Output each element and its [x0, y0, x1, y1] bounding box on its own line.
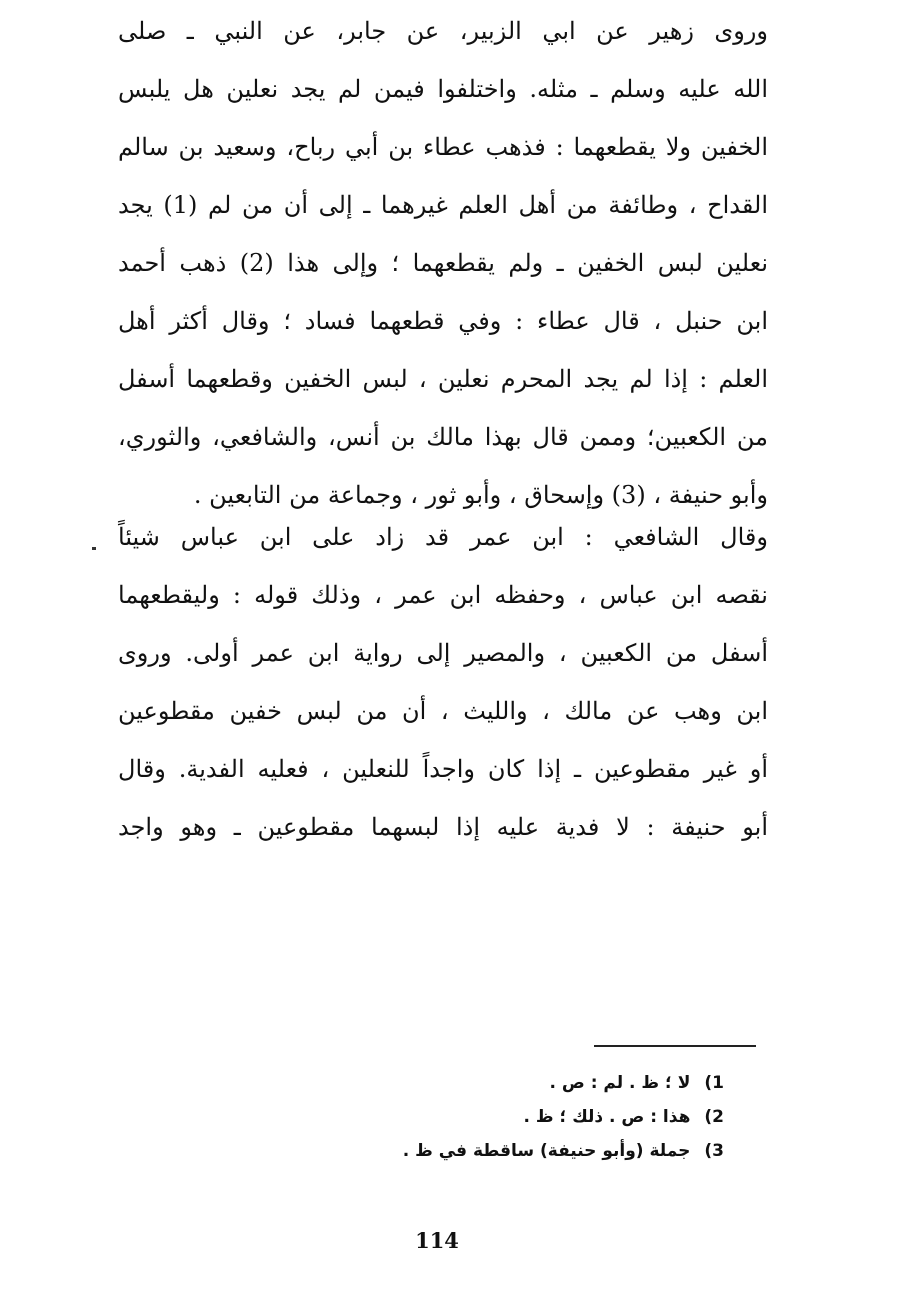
footnote-1: [403, 1066, 724, 1100]
footnote-text: هذا : ص . ذلك ؛ ظ .: [523, 1107, 691, 1127]
text-line: أو غير مقطوعين ـ إذا كان واجداً للنعلين ، فعليه الفدية. وقال: [118, 755, 768, 783]
text-line: أسفل من الكعبين ، والمصير إلى رواية ابن عمر أولى. وروى: [118, 639, 768, 667]
text-line: وأبو حنيفة ، (3) وإسحاق ، وأبو ثور ، وجماعة من التابعين .: [193, 481, 768, 509]
footnote-number: 2): [704, 1107, 724, 1127]
text-line: الله عليه وسلم ـ مثله. واختلفوا فيمن لم يجد نعلين هل يلبس: [118, 75, 768, 103]
footnote-divider: [594, 1045, 756, 1047]
footnotes: [403, 1066, 724, 1168]
footnote-text: لا ؛ ظ . لم : ص .: [549, 1073, 691, 1093]
text-line: الخفين ولا يقطعهما : فذهب عطاء بن أبي رباح، وسعيد بن سالم: [118, 133, 768, 161]
ink-mark: [92, 547, 96, 550]
footnote-number: 3): [704, 1141, 724, 1161]
text-line: ابن حنبل ، قال عطاء : وفي قطعهما فساد ؛ وقال أكثر أهل: [118, 307, 768, 335]
footnote-text: جملة (وأبو حنيفة) ساقطة في ظ .: [402, 1141, 691, 1161]
text-line: أبو حنيفة : لا فدية عليه إذا لبسهما مقطوعين ـ وهو واجد: [118, 813, 768, 841]
footnote-3: [403, 1134, 724, 1168]
text-line: وروى زهير عن ابي الزبير، عن جابر، عن النبي ـ صلى: [118, 17, 768, 45]
paragraph-1: [118, 2, 768, 524]
text-line: العلم : إذا لم يجد المحرم نعلين ، لبس الخفين وقطعهما أسفل: [118, 365, 768, 393]
text-line: وقال الشافعي : ابن عمر قد زاد على ابن عباس شيئاً: [118, 523, 768, 551]
text-line: القداح ، وطائفة من أهل العلم غيرهما ـ إلى أن من لم (1) يجد: [118, 191, 768, 219]
page-number: 114: [415, 1228, 459, 1253]
text-line: ابن وهب عن مالك ، والليث ، أن من لبس خفين مقطوعين: [118, 697, 768, 725]
footnote-2: [403, 1100, 724, 1134]
footnote-number: 1): [704, 1073, 724, 1093]
text-line: نعلين لبس الخفين ـ ولم يقطعهما ؛ وإلى هذا (2) ذهب أحمد: [118, 249, 768, 277]
text-line: نقصه ابن عباس ، وحفظه ابن عمر ، وذلك قوله : وليقطعهما: [118, 581, 768, 609]
text-line: من الكعبين؛ وممن قال بهذا مالك بن أنس، والشافعي، والثوري،: [118, 423, 768, 451]
paragraph-2: [118, 508, 768, 856]
